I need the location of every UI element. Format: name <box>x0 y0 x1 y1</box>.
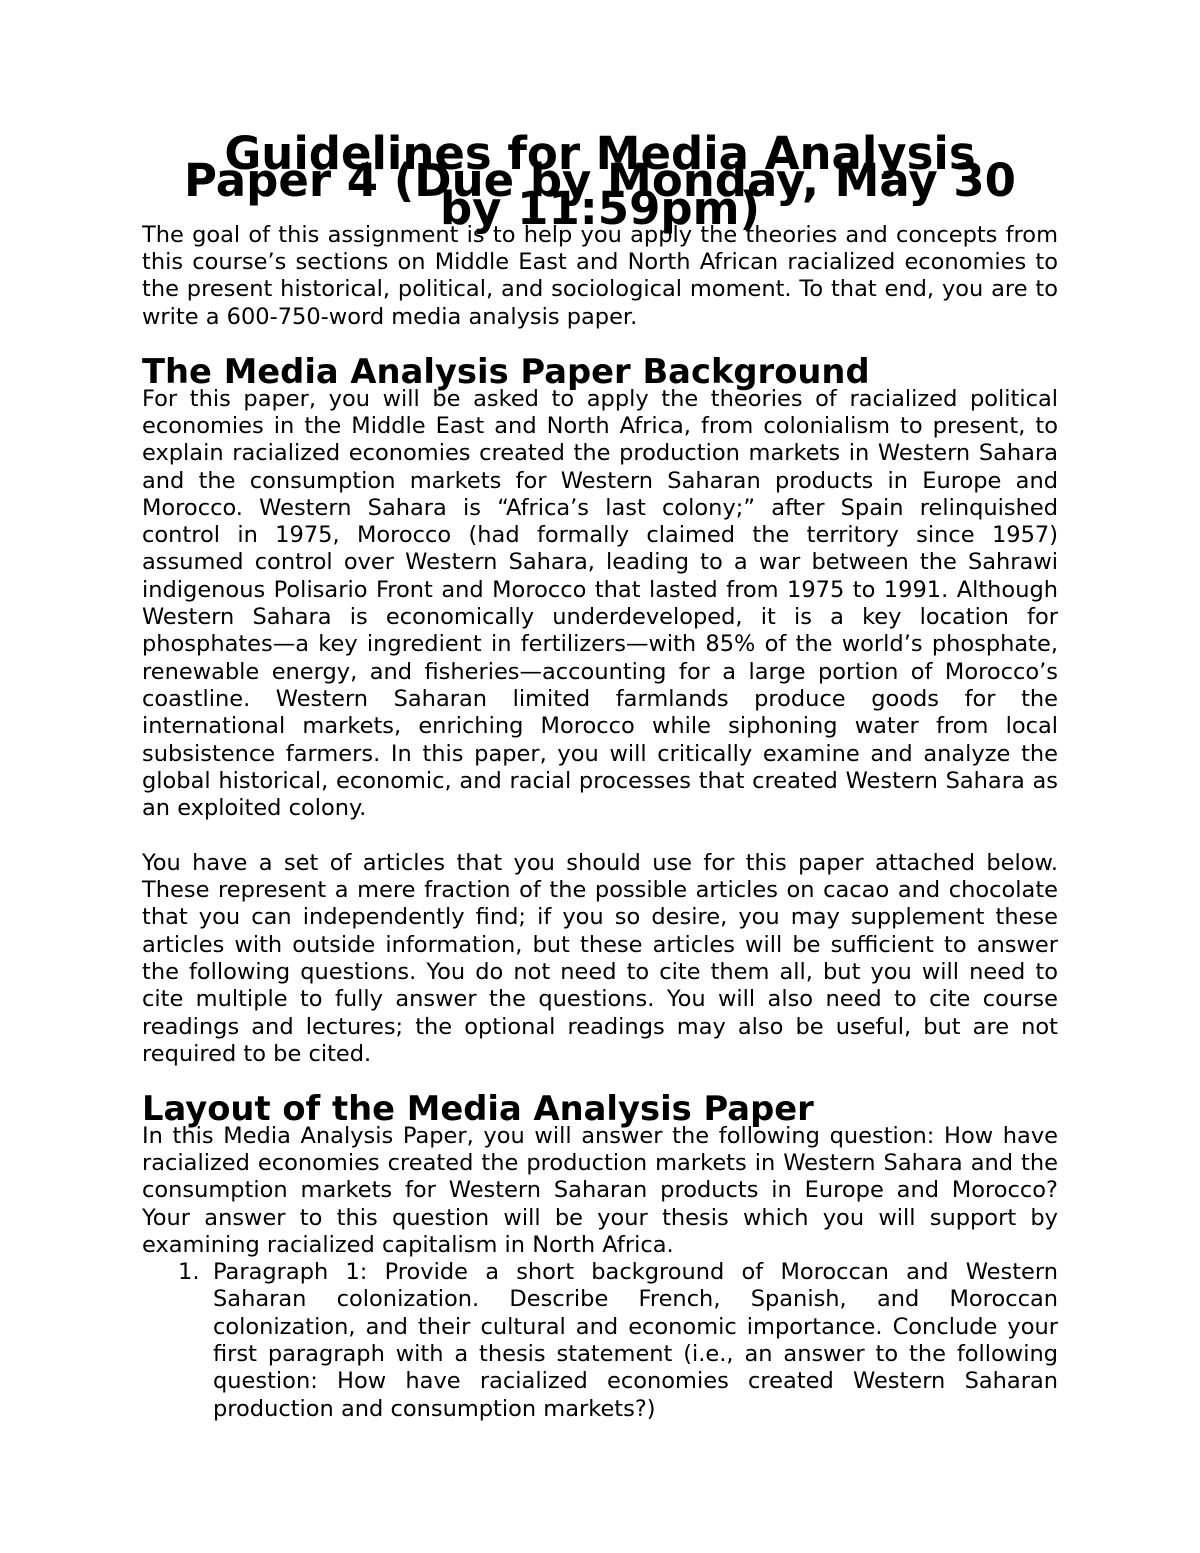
background-paragraph-1: For this paper, you will be asked to apply the theories of racialized political economies in the Middle East and North Africa, from colonialism to present, to explain racialized economies created the production markets in Western Sahara and the consumption markets for Western Saharan products in Europe and Morocco. Western Sahara is “Africa’s last colony;” after Spain relinquished control in 1975, Morocco (had formally claimed the territory since 1957) assumed control over Western Sahara, leading to a war between the Sahrawi indigenous Polisario Front and Morocco that lasted from 1975 to 1991. Although Western Sahara is economically underdeveloped, it is a key location for phosphates—a key ingredient in fertilizers—with 85% of the world’s phosphate, renewable energy, and fisheries—accounting for a large portion of Morocco’s coastline. Western Saharan limited farmlands produce goods for the international markets, enriching Morocco while siphoning water from local subsistence farmers. In this paper, you will critically examine and analyze the global historical, economic, and racial processes that created Western Sahara as an exploited colony. <box>142 385 1058 822</box>
list-item-number: 1. <box>178 1259 200 1286</box>
list-item-text: Paragraph 1: Provide a short background of Moroccan and Western Saharan colonization. Describe French, Spanish, and Moroccan colonization, and their cultural and economic importance. Conclude your first paragraph with a thesis statement (i.e., an answer to the following question: How have racialized economies created Western Saharan production and consumption markets?) <box>213 1259 1058 1422</box>
section-heading-layout: Layout of the Media Analysis Paper <box>142 1089 814 1129</box>
list-item <box>142 1259 1058 1423</box>
section-heading-background: The Media Analysis Paper Background <box>142 352 870 392</box>
background-paragraph-2: You have a set of articles that you should use for this paper attached below. These represent a mere fraction of the possible articles on cacao and chocolate that you can independently find; if you so desire, you may supplement these articles with outside information, but these articles will be sufficient to answer the following questions. You do not need to cite them all, but you will need to cite multiple to fully answer the questions. You will also need to cite course readings and lectures; the optional readings may also be useful, but are not required to be cited. <box>142 849 1058 1067</box>
intro-paragraph: The goal of this assignment is to help you apply the theories and concepts from this course’s sections on Middle East and North African racialized economies to the present historical, political, and sociological moment. To that end, you are to write a 600-750-word media analysis paper. <box>142 221 1058 330</box>
layout-paragraph-1: In this Media Analysis Paper, you will answer the following question: How have racialized economies created the production markets in Western Sahara and the consumption markets for Western Saharan products in Europe and Morocco? Your answer to this question will be your thesis which you will support by examining racialized capitalism in North Africa. <box>142 1122 1058 1258</box>
document-title: Guidelines for Media Analysis Paper 4 (Due by Monday, May 30 by 11:59pm) <box>184 127 1016 235</box>
layout-numbered-list <box>142 1259 1058 1423</box>
spacer <box>142 822 1058 849</box>
document-page <box>142 127 1058 1423</box>
